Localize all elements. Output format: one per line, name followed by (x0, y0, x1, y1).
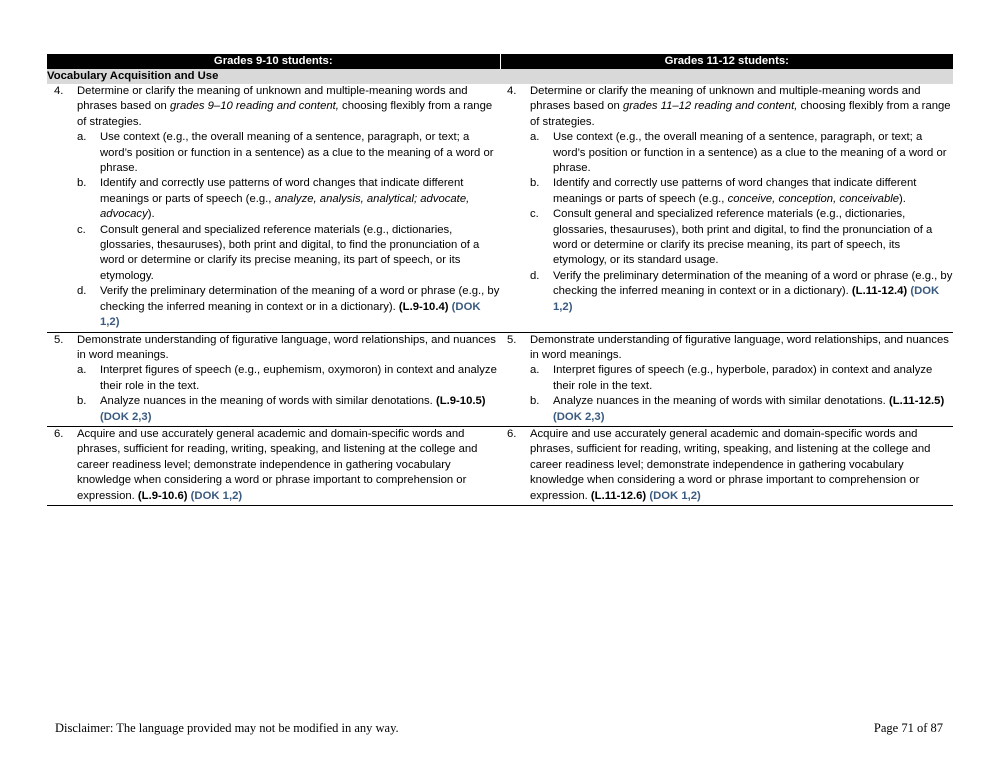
standard-item (500, 84, 953, 315)
standard-item (47, 84, 500, 331)
sub-item-text (553, 176, 953, 207)
sub-item-text-part: Use context (e.g., the overall meaning of a sentence, paragraph, or text; a word’s position or function in a sentence) as a clue to the meaning of a word or phrase. (100, 131, 494, 175)
sub-item-text (100, 176, 500, 222)
sub-item (77, 394, 500, 425)
standard-number: 4. (54, 85, 64, 97)
dok-level: (DOK 1,2) (649, 489, 701, 502)
standard-number: 6. (507, 427, 517, 440)
sub-item (77, 363, 500, 394)
standard-cell-left (47, 84, 500, 332)
sub-item-text (100, 363, 500, 394)
standard-number: 6. (54, 427, 64, 440)
sub-item-text (553, 363, 953, 394)
sub-item (530, 394, 953, 425)
sub-item-text (553, 130, 953, 176)
footer-disclaimer: Disclaimer: The language provided may not be modified in any way. (55, 721, 399, 735)
standard-item (47, 333, 500, 425)
sub-item-letter: c. (77, 223, 86, 236)
sub-item-letter: a. (77, 131, 87, 144)
standard-cell-right (500, 332, 953, 426)
dok-level: (DOK 1,2) (553, 285, 940, 313)
section-title: Vocabulary Acquisition and Use (47, 69, 953, 84)
sub-item-letter: c. (530, 208, 539, 221)
dok-level: (DOK 1,2) (190, 489, 243, 502)
standard-text-cont: choosing flexibly from a range of strategies. (530, 100, 951, 128)
standard-body (77, 84, 500, 331)
standard-item (500, 427, 953, 504)
sub-item-text (100, 223, 500, 285)
sub-item-letter: b. (530, 177, 540, 190)
standards-table (47, 54, 953, 506)
section-row (47, 69, 953, 84)
standard-text: Acquire and use accurately general academic and domain-specific words and phrases, sufficient for reading, writing, speaking, and listening at the college and career readiness level; demonstrate independence in gathering vocabulary knowledge when considering a word or phrase important to comprehension or expression. (530, 427, 931, 502)
standard-cell-right (500, 84, 953, 332)
sub-item-text-part: Use context (e.g., the overall meaning of a sentence, paragraph, or text; a word’s position or function in a sentence) as a clue to the meaning of a word or phrase. (553, 131, 947, 175)
sub-item (530, 363, 953, 394)
sub-item (77, 284, 500, 330)
standard-text-cont: choosing flexibly from a range of strategies. (77, 100, 493, 128)
standard-body (530, 333, 953, 425)
sub-item (530, 176, 953, 207)
standard-code: (L.9-10.6) (137, 489, 188, 502)
standard-code: (L.9-10.5) (435, 395, 486, 408)
sub-item-text (100, 284, 500, 330)
dok-level: (DOK 1,2) (100, 300, 481, 329)
standard-cell-left (47, 426, 500, 505)
sub-item-letter: d. (77, 285, 87, 298)
sub-item (530, 130, 953, 176)
sub-item-letter: a. (77, 364, 87, 377)
standard-number: 4. (507, 85, 517, 97)
sub-item-text-part: Interpret figures of speech (e.g., hyperbole, paradox) in context and analyze their role in the text. (553, 364, 933, 392)
sub-item-text (100, 394, 500, 425)
standard-text: Demonstrate understanding of figurative language, word relationships, and nuances in word meanings. (530, 333, 949, 361)
sub-item-italic-examples: conceive, conception, conceivable (727, 192, 900, 205)
sub-item-text-part: Analyze nuances in the meaning of words with similar denotations. (100, 395, 436, 408)
sub-item-letter: d. (530, 269, 540, 282)
sub-item-letter: a. (530, 131, 540, 144)
standard-code: (L.11-12.6) (590, 489, 647, 502)
sub-item-text-part: Verify the preliminary determination of the meaning of a word or phrase (e.g., by checking the inferred meaning in context or in a dictionary). (553, 269, 953, 298)
column-header-grades-11-12: Grades 11-12 students: (500, 54, 953, 69)
standard-body (530, 427, 953, 504)
sub-item-text (553, 394, 953, 425)
sub-item-text (100, 130, 500, 176)
sub-item-text-end: ). (899, 192, 906, 205)
sub-item-text (553, 207, 953, 269)
sub-item-text-part: Consult general and specialized reference materials (e.g., dictionaries, glossaries, thesauruses), both print and digital, to find the pronunciation of a word or determine or clarify its precise meaning, its part of speech, or its etymology. (100, 223, 480, 282)
sub-item-letter: a. (530, 364, 540, 377)
standard-body (77, 333, 500, 425)
sub-item-text-part: Consult general and specialized reference materials (e.g., dictionaries, glossaries, thesauruses), both print and digital, to find the pronunciation of a word or determine or clarify its precise meaning, its part of speech, its etymology, or its standard usage. (553, 208, 933, 267)
dok-level: (DOK 2,3) (553, 410, 605, 423)
standard-text: Acquire and use accurately general academic and domain-specific words and phrases, sufficient for reading, writing, speaking, and listening at the college and career readiness level; demonstrate independence in gathering vocabulary knowledge when considering a word or phrase important to comprehension or expression. (77, 427, 478, 502)
standard-body (77, 427, 500, 504)
sub-item (530, 269, 953, 315)
sub-item-letter: b. (530, 395, 540, 408)
sub-item (77, 130, 500, 176)
standard-body (530, 84, 953, 315)
sub-item-text-part: Analyze nuances in the meaning of words with similar denotations. (553, 395, 889, 408)
standard-cell-right (500, 426, 953, 505)
standard-item (47, 427, 500, 504)
footer-page-number: Page 71 of 87 (873, 721, 943, 735)
sub-item-letter: b. (77, 395, 87, 408)
sub-item-text-part: Identify and correctly use patterns of word changes that indicate different meanings or parts of speech (e.g., (100, 177, 464, 205)
sub-item-text-part: Verify the preliminary determination of the meaning of a word or phrase (e.g., by checking the inferred meaning in context or in a dictionary). (100, 285, 500, 313)
standard-number: 5. (54, 333, 64, 346)
sub-item (530, 207, 953, 269)
standard-row (47, 84, 953, 332)
standard-code: (L.11-12.5) (888, 395, 945, 408)
standard-text: Determine or clarify the meaning of unknown and multiple-meaning words and phrases based on (77, 85, 468, 113)
column-header-row (47, 54, 953, 69)
sub-item-text-part: Interpret figures of speech (e.g., euphemism, oxymoron) in context and analyze their role in the text. (100, 364, 497, 392)
standard-text-italic: grades 11–12 reading and content, (622, 100, 798, 113)
standard-code: (L.9-10.4) (398, 300, 449, 313)
standard-text: Determine or clarify the meaning of unknown and multiple-meaning words and phrases based on (530, 85, 921, 113)
sub-item-text-end: ). (147, 208, 155, 221)
sub-item-letter: b. (77, 177, 87, 190)
standard-text: Demonstrate understanding of figurative language, word relationships, and nuances in word meanings. (77, 333, 496, 361)
column-header-grades-9-10: Grades 9-10 students: (47, 54, 500, 69)
sub-item (77, 223, 500, 285)
sub-item-italic-examples: analyze, analysis, analytical; advocate, advocacy (100, 192, 470, 221)
standard-cell-left (47, 332, 500, 426)
standard-text-italic: grades 9–10 reading and content, (169, 100, 339, 113)
standard-number: 5. (507, 333, 517, 346)
standard-row (47, 426, 953, 505)
sub-item-text-part: Identify and correctly use patterns of word changes that indicate different meanings or parts of speech (e.g., (553, 177, 917, 205)
sub-item (77, 176, 500, 222)
standard-item (500, 333, 953, 425)
standard-code: (L.11-12.4) (851, 285, 908, 298)
dok-level: (DOK 2,3) (100, 410, 152, 423)
sub-item-text (553, 269, 953, 315)
standard-row (47, 332, 953, 426)
